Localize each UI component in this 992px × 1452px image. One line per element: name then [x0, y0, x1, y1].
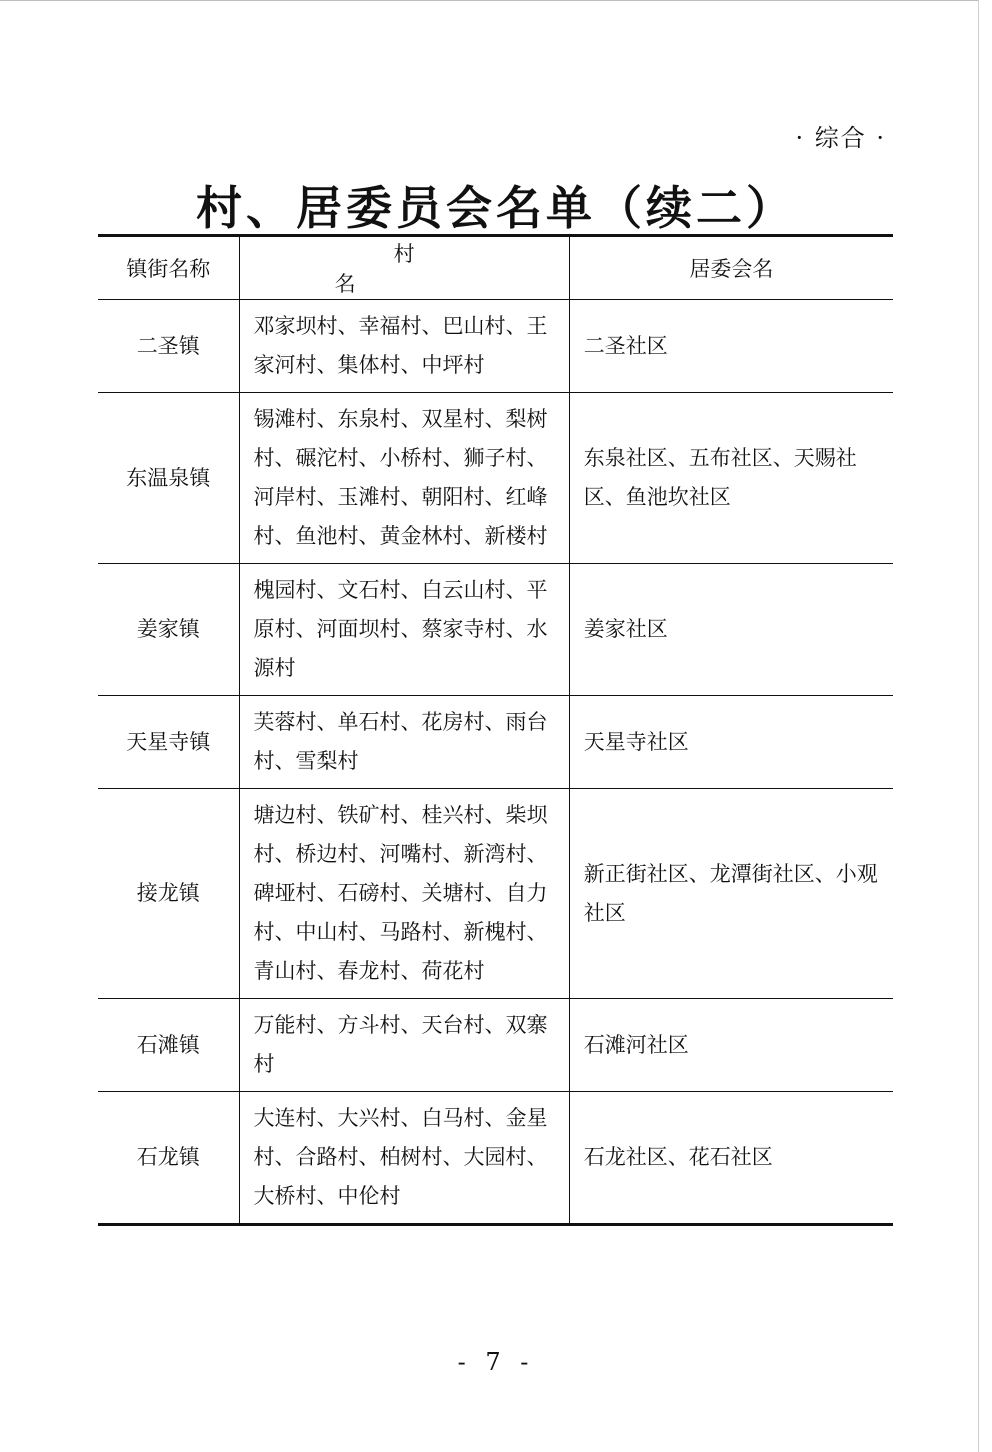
communities-cell: 石龙社区、花石社区	[569, 1092, 893, 1225]
table-row	[98, 564, 893, 696]
communities-cell: 二圣社区	[569, 300, 893, 393]
villages-cell: 芙蓉村、单石村、花房村、雨台村、雪梨村	[239, 696, 569, 789]
town-cell: 东温泉镇	[98, 393, 239, 564]
villages-cell: 锡滩村、东泉村、双星村、梨树村、碾沱村、小桥村、狮子村、河岸村、玉滩村、朝阳村、红峰村、鱼池村、黄金林村、新楼村	[239, 393, 569, 564]
table-row	[98, 1092, 893, 1225]
town-cell: 接龙镇	[98, 789, 239, 999]
table-row	[98, 300, 893, 393]
villages-cell: 邓家坝村、幸福村、巴山村、王家河村、集体村、中坪村	[239, 300, 569, 393]
communities-cell: 新正街社区、龙潭街社区、小观社区	[569, 789, 893, 999]
town-cell: 石龙镇	[98, 1092, 239, 1225]
town-cell: 二圣镇	[98, 300, 239, 393]
communities-cell: 天星寺社区	[569, 696, 893, 789]
communities-cell: 东泉社区、五布社区、天赐社区、鱼池坎社区	[569, 393, 893, 564]
table-row	[98, 999, 893, 1092]
villages-cell: 槐园村、文石村、白云山村、平原村、河面坝村、蔡家寺村、水源村	[239, 564, 569, 696]
table-header-row	[98, 236, 893, 300]
section-label: · 综合 ·	[795, 124, 886, 152]
page-number: - 7 -	[457, 1348, 535, 1376]
town-cell: 姜家镇	[98, 564, 239, 696]
page-title: 村、居委员会名单（续二）	[196, 181, 796, 235]
table-row	[98, 696, 893, 789]
header-town: 镇街名称	[98, 236, 239, 300]
town-cell: 天星寺镇	[98, 696, 239, 789]
villages-cell: 大连村、大兴村、白马村、金星村、合路村、柏树村、大园村、大桥村、中伦村	[239, 1092, 569, 1225]
committee-table	[98, 234, 893, 1226]
header-community: 居委会名	[569, 236, 893, 300]
table-row	[98, 789, 893, 999]
table-row	[98, 393, 893, 564]
page-top-border	[0, 0, 978, 1]
villages-cell: 万能村、方斗村、天台村、双寨村	[239, 999, 569, 1092]
communities-cell: 石滩河社区	[569, 999, 893, 1092]
villages-cell: 塘边村、铁矿村、桂兴村、柴坝村、桥边村、河嘴村、新湾村、碑垭村、石磅村、关塘村、自力村、中山村、马路村、新槐村、青山村、春龙村、荷花村	[239, 789, 569, 999]
communities-cell: 姜家社区	[569, 564, 893, 696]
header-village	[239, 236, 569, 300]
header-village-label: 村名	[334, 242, 533, 296]
town-cell: 石滩镇	[98, 999, 239, 1092]
